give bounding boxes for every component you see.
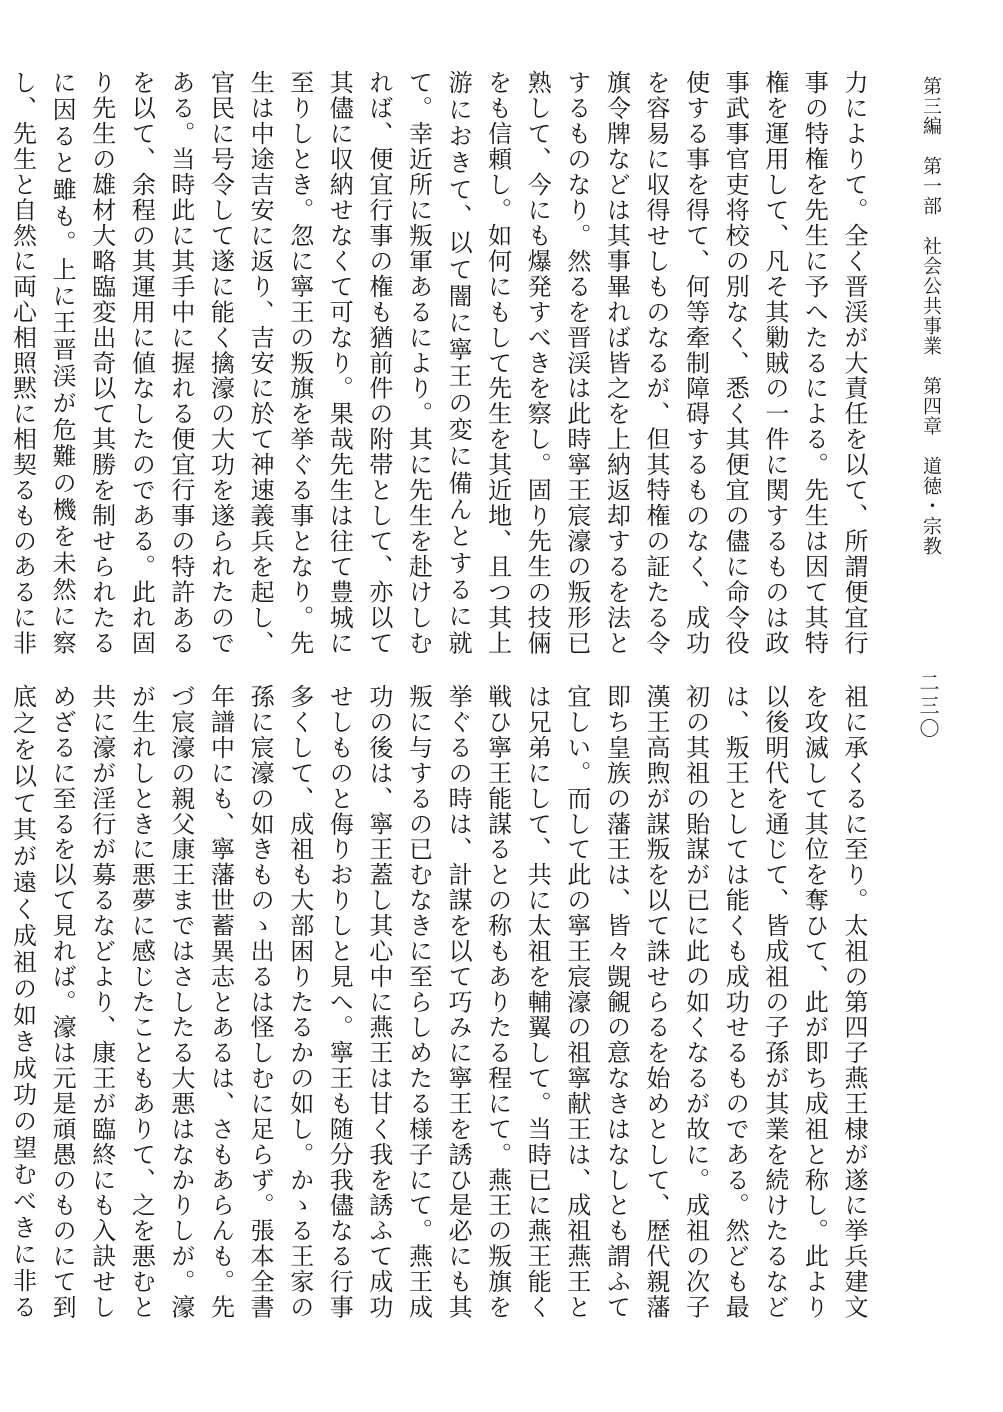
page-number: 二三〇 — [916, 672, 940, 741]
body-paragraph-lower: 祖に承くるに至り。太祖の第四子燕王棣が遂に挙兵建文を攻滅して其位を奪ひて、此が即ち成祖と称し。此より以後明代を通じて、皆成祖の子孫が其業を続けたるなどは、叛王としては能くも成功せるものである。然ども最初の其祖の貽謀が已に此の如くなるが故に。成祖の次子漢王高煦が謀叛を以て誅せらるを始めとして、歴代親藩即ち皇族の藩王は、皆々覬覦の意なきはなしとも謂ふて宜しい。而して此の寧王宸濠の祖寧献王は、成祖燕王とは兄弟にして、共に太祖を輔翼して。当時已に燕王能く戦ひ寧王能謀るとの称もありたる程にて。燕王の叛旗を挙ぐるの時は、計謀を以て巧みに寧王を誘ひ是必にも其叛に与するの已むなきに至らしめたる様子にて。燕王成功の後は、寧王蓋し其心中に燕王は甘く我を誘ふて成功せしものと侮りおりしと見へ。寧王も随分我儘なる行事多くして、成祖も大部困りたるかの如し。かゝる王家の孫に宸濠の如きものゝ出るは怪しむに足らず。張本全書年譜中にも、寧藩世蓄異志とあるは、さもあらんも。先づ宸濠の親父康王まではさしたる大悪はなかりしが。濠が生れしときに悪夢に感じたこともありて、之を悪むと共に濠が淫行が募るなどより、康王が臨終にも入訣せしめざるに至るを以て見れば。濠は元是頑愚のものにて到底之を以て其が遠く成祖の如き成功の望むべきに非る — [8, 684, 868, 1319]
body-paragraph-upper: 力によりて。全く晋渓が大責任を以て、所謂便宜行事の特権を先生に予へたるによる。先生は因て其特権を運用して、凡そ其勦賊の一件に関するものは政事武事官吏将校の別なく、悉く其便宜の儘に命令役使する事を得て、何等牽制障碍するものなく、成功を容易に収得せしものなるが、但其特権の証たる令旗令牌などは其事畢れば皆之を上納返却するを法とするものなり。然るを晋渓は此時寧王宸濠の叛形已熟して、今にも爆発すべきを察し。固り先生の技倆をも信頼し。如何にもして先生を其近地、且つ其上游におきて、以て闇に寧王の変に備んとするに就て。幸近所に叛軍あるにより。其に先生を赴けしむれば、便宜行事の権も猶前件の附帯として、亦以て其儘に収納せなくて可なり。果哉先生は往て豊城に至りしとき。忽に寧王の叛旗を挙ぐる事となり。先生は中途吉安に返り、吉安に於て神速義兵を起し、官民に号令して遂に能く擒濠の大功を遂られたのである。当時此に其手中に握れる便宜行事の特許あるを以て、余程の其運用に値なしたのである。此れ固り先生の雄材大略臨変出奇以て其勝を制せられたるに因ると雖も。上に王晋渓が危難の機を未然に察し、先生と自然に両心相照黙に相契るものあるに非 — [8, 70, 868, 655]
text-block-upper — [8, 70, 873, 655]
running-head: 第三編 第一部 社会公共事業 第四章 道徳・宗教 — [920, 76, 942, 556]
text-block-lower — [8, 684, 873, 1319]
